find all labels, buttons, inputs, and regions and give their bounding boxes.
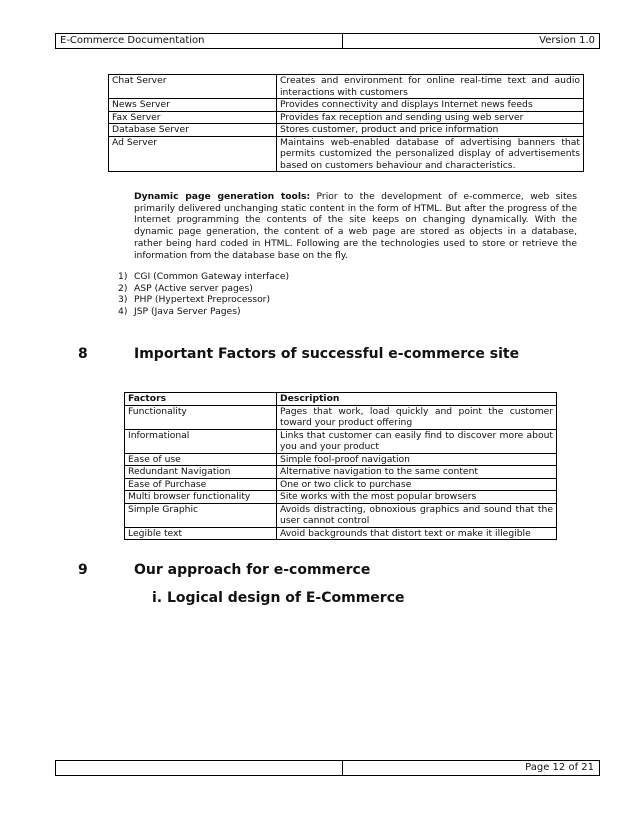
table-cell: Avoids distracting, obnoxious graphics and sound that the user cannot control — [277, 503, 557, 527]
page-footer — [55, 760, 600, 776]
table-cell: Functionality — [125, 405, 277, 429]
header-title: E-Commerce Documentation — [56, 34, 343, 48]
section-8-title: Important Factors of successful e-commerce site — [134, 346, 520, 362]
technology-list — [118, 271, 289, 318]
footer-blank-cell — [56, 761, 343, 775]
table-cell: Multi browser functionality — [125, 491, 277, 504]
servers-table — [108, 74, 584, 172]
table-cell: Maintains web-enabled database of advertising banners that permits customized the personalized display of advertisements based on customers behaviour and characteristics. — [277, 136, 584, 172]
factors-table — [124, 392, 557, 540]
table-cell: Provides connectivity and displays Internet news feeds — [277, 99, 584, 112]
table-cell: Avoid backgrounds that distort text or make it illegible — [277, 527, 557, 540]
table-cell: Pages that work, load quickly and point the customer toward your product offering — [277, 405, 557, 429]
dynamic-label: Dynamic page generation tools: — [134, 191, 311, 202]
column-header: Description — [277, 393, 557, 406]
table-cell: Ad Server — [109, 136, 277, 172]
list-item — [118, 283, 289, 295]
table-header-row — [125, 393, 557, 406]
table-cell: Chat Server — [109, 75, 277, 99]
table-row — [109, 124, 584, 137]
table-cell: Site works with the most popular browsers — [277, 491, 557, 504]
list-number: 4) — [118, 306, 128, 318]
list-number: 2) — [118, 282, 128, 294]
column-header: Factors — [125, 393, 277, 406]
table-row — [125, 466, 557, 479]
table-cell: Simple Graphic — [125, 503, 277, 527]
list-text: JSP (Java Server Pages) — [134, 306, 241, 318]
page-header — [55, 33, 600, 49]
list-item — [118, 271, 289, 283]
table-cell: Redundant Navigation — [125, 466, 277, 479]
table-cell: One or two click to purchase — [277, 478, 557, 491]
section-9-title: Our approach for e-commerce — [134, 562, 371, 578]
table-cell: Provides fax reception and sending using web server — [277, 111, 584, 124]
page-number: Page 12 of 21 — [525, 762, 594, 773]
list-text: ASP (Active server pages) — [134, 282, 253, 294]
table-row — [125, 478, 557, 491]
table-row — [109, 136, 584, 172]
list-item — [118, 306, 289, 318]
list-number: 1) — [118, 271, 128, 282]
table-row — [109, 75, 584, 99]
table-cell: News Server — [109, 99, 277, 112]
table-cell: Stores customer, product and price information — [277, 124, 584, 137]
table-cell: Database Server — [109, 124, 277, 137]
table-cell: Alternative navigation to the same content — [277, 466, 557, 479]
list-text: CGI (Common Gateway interface) — [134, 271, 290, 282]
table-cell: Fax Server — [109, 111, 277, 124]
table-row — [125, 429, 557, 453]
list-item — [118, 294, 289, 306]
table-cell: Ease of use — [125, 453, 277, 466]
table-row — [125, 503, 557, 527]
dynamic-text: Prior to the development of e-commerce, web sites primarily delivered unchanging static content in the form of HTML. But after the progress of the Internet programming the contents of the site keeps on changing dynamically. With the dynamic page generation, the content of a web page are stored as objects in a database, rather being hard coded in HTML. Following are the technologies used to store or retrieve the information from the database base on the fly. — [134, 191, 577, 261]
table-row — [125, 527, 557, 540]
table-row — [125, 453, 557, 466]
subsection-title: i. Logical design of E-Commerce — [152, 590, 405, 606]
table-cell: Legible text — [125, 527, 277, 540]
table-row — [109, 111, 584, 124]
table-row — [109, 99, 584, 112]
list-number: 3) — [118, 294, 128, 306]
table-cell: Ease of Purchase — [125, 478, 277, 491]
table-cell: Simple fool-proof navigation — [277, 453, 557, 466]
list-text: PHP (Hypertext Preprocessor) — [134, 294, 271, 306]
table-cell: Informational — [125, 429, 277, 453]
dynamic-paragraph — [134, 191, 577, 261]
header-version: Version 1.0 — [539, 35, 595, 46]
table-cell: Creates and environment for online real-time text and audio interactions with customers — [277, 75, 584, 99]
section-8-number: 8 — [78, 346, 88, 362]
table-row — [125, 405, 557, 429]
section-9-number: 9 — [78, 562, 88, 578]
table-row — [125, 491, 557, 504]
table-cell: Links that customer can easily find to discover more about you and your product — [277, 429, 557, 453]
